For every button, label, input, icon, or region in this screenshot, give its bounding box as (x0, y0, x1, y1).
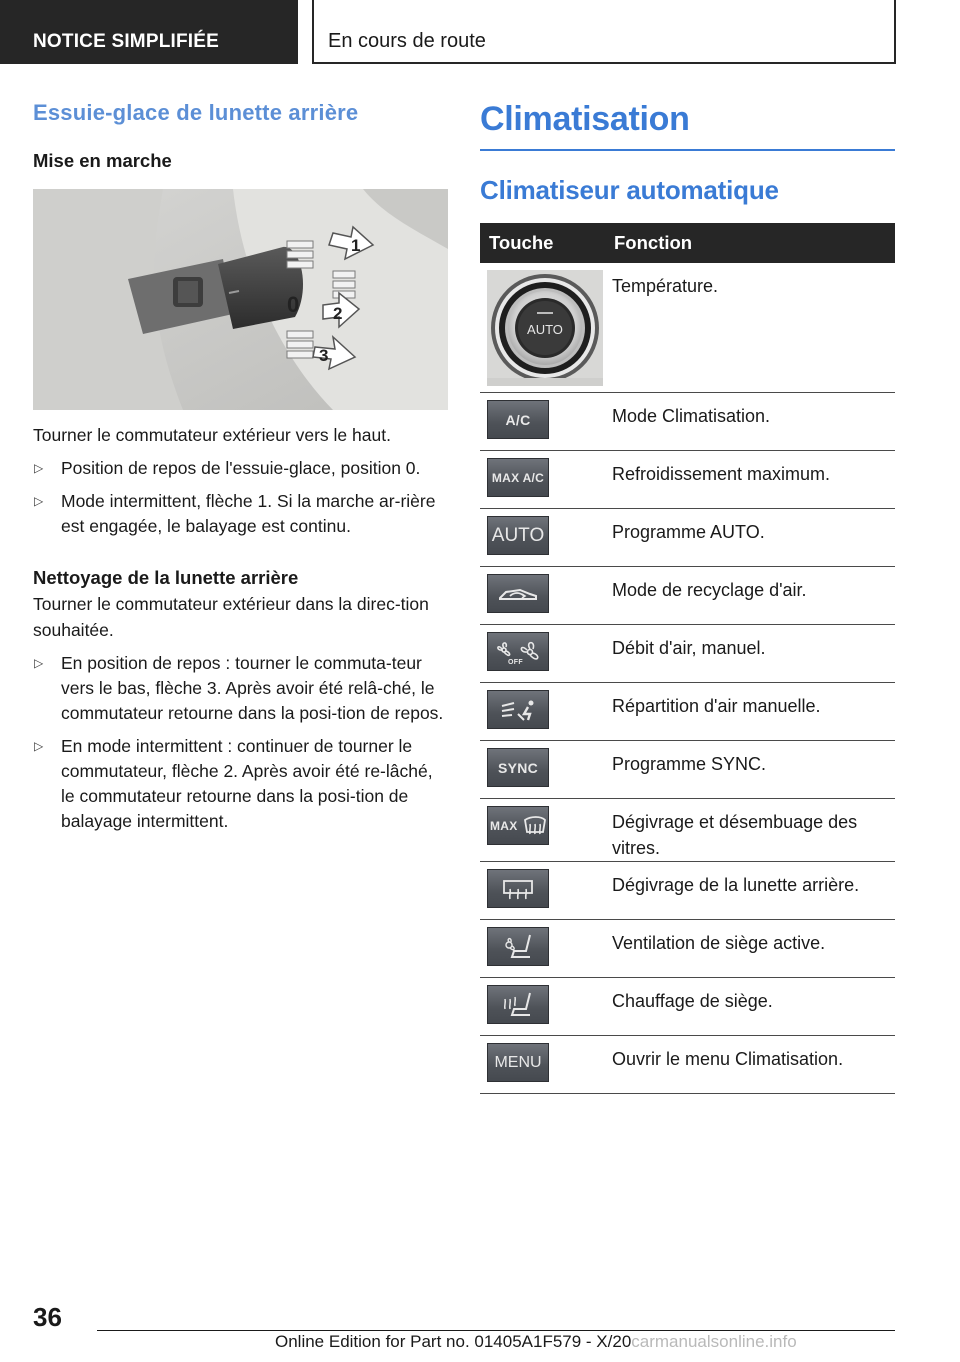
edition-text: Online Edition for Part no. 01405A1F579 - X/20 (275, 1332, 632, 1351)
air-distribution-icon (487, 690, 549, 729)
table-row (480, 263, 895, 393)
table-row (480, 799, 895, 862)
figure-label-1: 1 (351, 236, 361, 255)
page-number: 36 (33, 1302, 62, 1332)
footer-divider (97, 1330, 895, 1331)
function-text: Mode de recyclage d'air. (603, 567, 895, 625)
triangle-bullet-icon: ▷ (34, 739, 44, 753)
figure-label-3: 3 (319, 346, 329, 365)
bullet-list-1 (33, 456, 448, 539)
climate-title: Climatisation (480, 100, 690, 138)
right-column (480, 100, 895, 1094)
wiper-stalk-figure (33, 189, 448, 410)
function-text: Dégivrage et désembuage des vitres. (603, 799, 895, 862)
seat-ventilation-icon (487, 927, 549, 966)
bullet-list-2 (33, 651, 448, 834)
function-text: Ouvrir le menu Climatisation. (603, 1036, 895, 1094)
intro-text: Tourner le commutateur extérieur vers le haut. (33, 425, 391, 445)
header-key: Touche (480, 223, 603, 263)
list-item-text: Position de repos de l'essuie-glace, position 0. (61, 458, 421, 478)
rear-wiper-title: Essuie-glace de lunette arrière (33, 100, 359, 125)
table-row (480, 978, 895, 1036)
rear-defrost-icon (487, 869, 549, 908)
key-label: MENU (494, 1053, 542, 1071)
function-text: Mode Climatisation. (603, 393, 895, 451)
key-label: AUTO (491, 524, 545, 546)
automatic-ac-subtitle: Climatiseur automatique (480, 175, 779, 205)
header-section-label: NOTICE SIMPLIFIÉE (33, 31, 220, 52)
function-text: Programme AUTO. (603, 509, 895, 567)
climate-controls-table (480, 223, 895, 1094)
title-divider (480, 149, 895, 151)
table-row (480, 393, 895, 451)
table-row (480, 920, 895, 978)
fan-off-label: OFF (508, 658, 523, 665)
triangle-bullet-icon: ▷ (34, 461, 44, 475)
list-item (33, 734, 448, 834)
header-function: Fonction (603, 223, 895, 263)
fan-speed-icon (487, 632, 549, 671)
function-text: Ventilation de siège active. (603, 920, 895, 978)
table-row (480, 451, 895, 509)
list-item-text: En mode intermittent : continuer de tourner le commutateur, flèche 2. Après avoir été re-lâché, le commutateur retourne dans la posi-tion de balayage intermittent. (61, 736, 433, 831)
function-text: Programme SYNC. (603, 741, 895, 799)
table-row (480, 625, 895, 683)
table-row (480, 567, 895, 625)
table-row (480, 1036, 895, 1094)
header-section-tab (0, 0, 298, 64)
triangle-bullet-icon: ▷ (34, 494, 44, 508)
function-text: Refroidissement maximum. (603, 451, 895, 509)
max-defrost-icon (487, 806, 549, 845)
function-text: Répartition d'air manuelle. (603, 683, 895, 741)
list-item-text: En position de repos : tourner le commuta-teur vers le bas, flèche 3. Après avoir été relâ-ché, le commutateur retourne dans la posi-tion de repos. (61, 653, 444, 723)
header-chapter-label: En cours de route (328, 30, 486, 52)
function-text: Débit d'air, manuel. (603, 625, 895, 683)
max-ac-button-icon (487, 458, 549, 497)
list-item-text: Mode intermittent, flèche 1. Si la marche ar-rière est engagée, le balayage est continu. (61, 491, 436, 536)
function-text: Température. (603, 263, 895, 393)
table-row (480, 683, 895, 741)
table-row (480, 509, 895, 567)
header-chapter-tab (312, 0, 896, 64)
wiper-stalk-illustration (33, 189, 448, 410)
figure-label-0: 0 (287, 292, 300, 317)
list-item (33, 489, 448, 539)
intro-text-2: Tourner le commutateur extérieur dans la direc-tion souhaitée. (33, 594, 429, 640)
temperature-knob-icon (487, 270, 603, 386)
switch-on-subtitle: Mise en marche (33, 150, 172, 171)
key-label: MAX A/C (491, 470, 545, 485)
auto-button-icon (487, 516, 549, 555)
recirculation-icon (487, 574, 549, 613)
ac-button-icon (487, 400, 549, 439)
sync-button-icon (487, 748, 549, 787)
function-text: Chauffage de siège. (603, 978, 895, 1036)
left-column (33, 100, 448, 834)
key-label: SYNC (497, 759, 539, 776)
list-item (33, 456, 448, 481)
menu-button-icon (487, 1043, 549, 1082)
table-row (480, 741, 895, 799)
function-text: Dégivrage de la lunette arrière. (603, 862, 895, 920)
triangle-bullet-icon: ▷ (34, 656, 44, 670)
table-header-row (480, 223, 895, 263)
figure-label-2: 2 (333, 304, 343, 323)
rear-window-cleaning-subtitle: Nettoyage de la lunette arrière (33, 567, 299, 588)
max-label: MAX (490, 818, 518, 833)
list-item (33, 651, 448, 726)
table-row (480, 862, 895, 920)
watermark-text: carmanualsonline.info (631, 1332, 797, 1351)
footer-edition (275, 1332, 915, 1352)
key-label: A/C (505, 411, 531, 428)
knob-auto-label: AUTO (527, 322, 563, 337)
seat-heating-icon (487, 985, 549, 1024)
